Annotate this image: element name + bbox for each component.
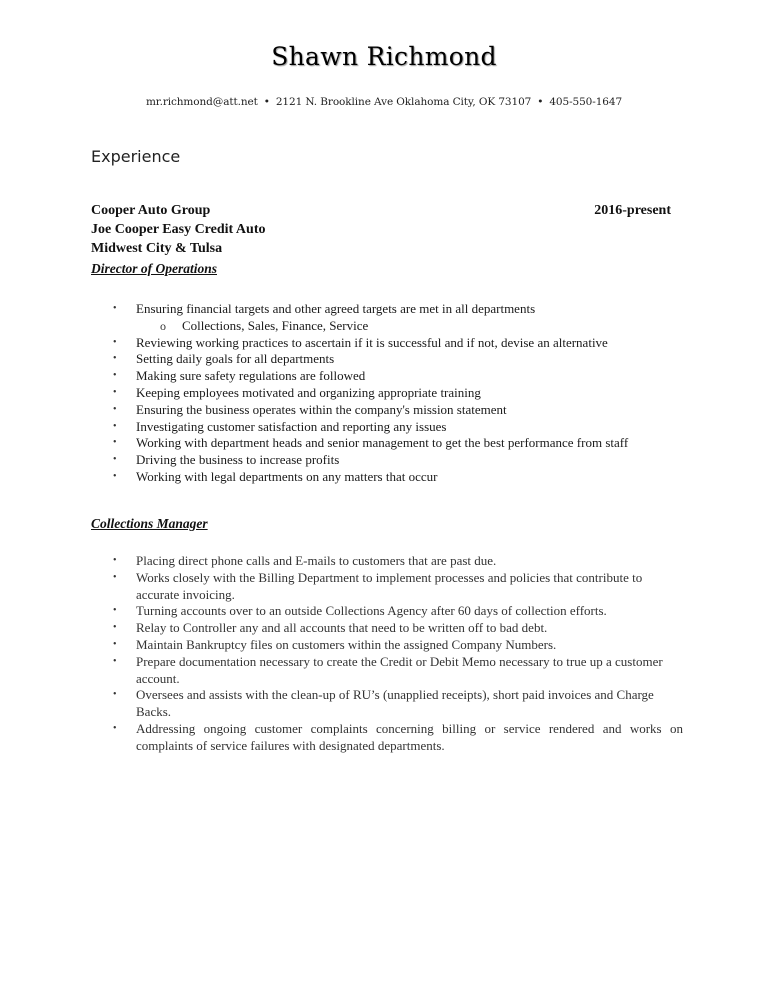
list-item bbox=[113, 553, 683, 570]
duty-text: Works closely with the Billing Department to implement processes and policies that contribute to accurate invoicing. bbox=[136, 569, 643, 602]
role-duties-list bbox=[113, 553, 683, 755]
duty-text: Addressing ongoing customer complaints concerning billing or service rendered and works on complaints of service failures with designated departments. bbox=[136, 720, 683, 753]
list-item bbox=[113, 570, 683, 604]
bullet-icon: • bbox=[113, 470, 117, 482]
list-item bbox=[113, 469, 683, 486]
company-name bbox=[91, 203, 677, 219]
address-text: 2121 N. Brookline Ave Oklahoma City, OK 73107 bbox=[275, 96, 532, 108]
bullet-icon: • bbox=[113, 370, 117, 382]
duty-text: Maintain Bankruptcy files on customers within the assigned Company Numbers. bbox=[136, 636, 557, 652]
company-line: Joe Cooper Easy Credit Auto bbox=[91, 222, 266, 237]
bullet-icon: • bbox=[113, 403, 117, 415]
list-item bbox=[113, 301, 683, 335]
sub-list-item bbox=[160, 318, 683, 335]
duty-text: Driving the business to increase profits bbox=[136, 452, 340, 468]
bullet-icon: • bbox=[113, 555, 117, 566]
experience-heading: Experience bbox=[91, 147, 181, 166]
bullet-icon: • bbox=[113, 303, 117, 314]
separator-dot: • bbox=[537, 96, 544, 108]
duty-text: Investigating customer satisfaction and reporting any issues bbox=[136, 418, 447, 434]
duty-text: Working with legal departments on any matters that occur bbox=[136, 468, 438, 484]
phone-text: 405-550-1647 bbox=[549, 96, 623, 108]
company-location: Midwest City & Tulsa bbox=[91, 241, 223, 256]
duty-text: Placing direct phone calls and E-mails to customers that are past due. bbox=[136, 553, 497, 568]
bullet-icon: • bbox=[113, 655, 117, 667]
duty-text: Making sure safety regulations are followed bbox=[136, 368, 366, 384]
list-item bbox=[113, 603, 683, 620]
contact-line bbox=[0, 96, 768, 108]
list-item bbox=[113, 402, 683, 419]
list-item bbox=[113, 687, 683, 721]
bullet-icon: • bbox=[113, 437, 117, 449]
job-dates: 2016-present bbox=[594, 203, 671, 218]
company-line: Cooper Auto Group bbox=[91, 203, 211, 218]
bullet-icon: • bbox=[113, 622, 117, 634]
list-item bbox=[113, 452, 683, 469]
role-title: Collections Manager bbox=[91, 516, 208, 531]
list-item bbox=[113, 351, 683, 368]
bullet-icon: • bbox=[113, 605, 117, 617]
duty-text: Relay to Controller any and all accounts that need to be written off to bad debt. bbox=[136, 620, 548, 636]
duty-text: Ensuring financial targets and other agreed targets are met in all departments bbox=[136, 301, 536, 316]
list-item bbox=[113, 368, 683, 385]
role-title: Director of Operations bbox=[91, 261, 217, 276]
list-item bbox=[113, 419, 683, 436]
role-duties-list bbox=[113, 301, 683, 486]
email-text[interactable]: mr.richmond@att.net bbox=[145, 96, 258, 108]
bullet-icon: • bbox=[113, 571, 117, 583]
circle-bullet-icon: o bbox=[160, 318, 166, 333]
list-item bbox=[113, 654, 683, 688]
bullet-icon: • bbox=[113, 454, 117, 466]
duty-text: Prepare documentation necessary to create the Credit or Debit Memo necessary to true up a customer account. bbox=[136, 653, 663, 686]
list-item bbox=[113, 335, 683, 352]
list-item bbox=[113, 435, 683, 452]
duty-text: Oversees and assists with the clean-up of RU’s (unapplied receipts), short paid invoices and Charge Backs. bbox=[136, 687, 654, 720]
bullet-icon: • bbox=[113, 336, 117, 348]
bullet-icon: • bbox=[113, 386, 117, 398]
separator-dot: • bbox=[263, 96, 270, 108]
sub-duty-text: Collections, Sales, Finance, Service bbox=[182, 317, 369, 333]
list-item bbox=[113, 637, 683, 654]
duty-text: Reviewing working practices to ascertain if it is successful and if not, devise an alternative bbox=[136, 334, 608, 350]
bullet-icon: • bbox=[113, 353, 117, 365]
sub-list bbox=[136, 318, 683, 335]
list-item bbox=[113, 385, 683, 402]
bullet-icon: • bbox=[113, 689, 117, 701]
bullet-icon: • bbox=[113, 420, 117, 432]
duty-text: Turning accounts over to an outside Collections Agency after 60 days of collection efforts. bbox=[136, 603, 607, 619]
list-item bbox=[113, 721, 683, 755]
duty-text: Ensuring the business operates within the company's mission statement bbox=[136, 401, 507, 417]
bullet-icon: • bbox=[113, 638, 117, 650]
duty-text: Setting daily goals for all departments bbox=[136, 351, 335, 367]
duty-text: Keeping employees motivated and organizing appropriate training bbox=[136, 384, 481, 400]
list-item bbox=[113, 620, 683, 637]
bullet-icon: • bbox=[113, 722, 117, 734]
candidate-name: Shawn Richmond bbox=[271, 42, 497, 71]
duty-text: Working with department heads and senior management to get the best performance from staff bbox=[136, 435, 629, 451]
